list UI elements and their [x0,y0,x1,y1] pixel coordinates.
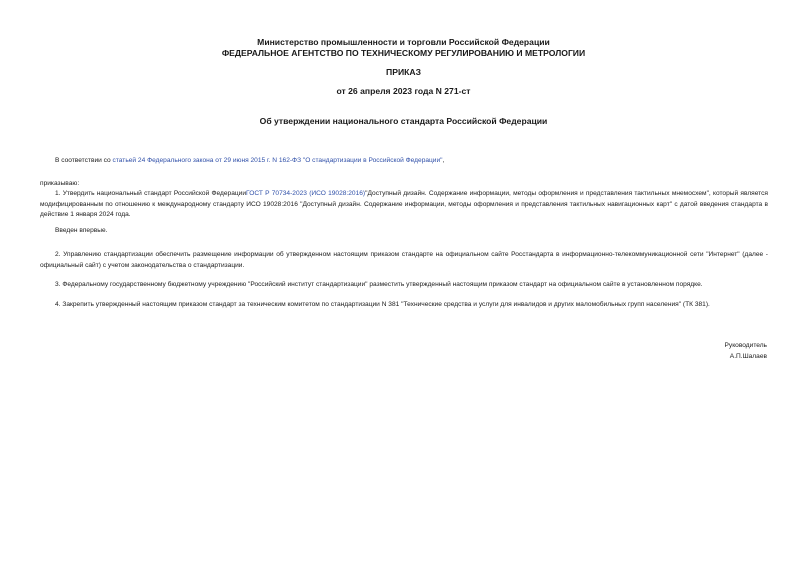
agency-heading: ФЕДЕРАЛЬНОЕ АГЕНТСТВО ПО ТЕХНИЧЕСКОМУ РЕГУЛИРОВАНИЮ И МЕТРОЛОГИИ [221,48,586,58]
federal-law-link[interactable]: статьей 24 Федерального закона от 29 июня 2015 г. N 162-ФЗ "О стандартизации в Российской Федерации" [112,157,443,164]
signatory-role: Руководитель [724,342,767,349]
basis-paragraph [40,156,768,167]
basis-prefix: В соответствии со [55,157,113,164]
item-1-paragraph [40,189,768,221]
gost-standard-link[interactable]: ГОСТ Р 70734-2023 (ИСО 19028:2016) [246,190,366,197]
subject-heading: Об утверждении национального стандарта Российской Федерации [259,116,548,126]
item-1-prefix: 1. Утвердить национальный стандарт Российской Федерации [55,190,247,197]
signatory-name: А.П.Шалаев [729,353,767,360]
date-number-heading: от 26 апреля 2023 года N 271-ст [336,86,471,96]
ministry-heading: Министерство промышленности и торговли Российской Федерации [257,37,550,47]
item-2-paragraph: 2. Управлению стандартизации обеспечить размещение информации об утвержденном настоящим приказом стандарте на официальном сайте Росстандарта в информационно-телекоммуникационной сети "Интернет" (далее - официальный сайт) с учетом законодательства о стандартизации. [40,251,768,269]
basis-suffix: , [442,157,445,164]
item-4-paragraph: 4. Закрепить утвержденный настоящим приказом стандарт за техническим комитетом по стандартизации N 381 "Технические средства и услуги для инвалидов и других маломобильных групп населения" (ТК 381). [55,301,710,308]
intro-note: Введен впервые. [55,227,108,234]
item-1-suffix: "Доступный дизайн. Содержание информации, методы оформления и представления тактильных мнемосхем", который является модифицированным по отношению к международному стандарту ИСО 19028:2016 "Доступный дизайн. Содержание информации, методы оформления и представления тактильных навигационных карт" с датой введения стандарта в действие 1 января 2024 года. [40,190,768,218]
item-3-paragraph: 3. Федеральному государственному бюджетному учреждению "Российский институт стандартизации" разместить утвержденный настоящим приказом стандарт на официальном сайте в установленном порядке. [55,281,703,288]
document-type-heading: ПРИКАЗ [386,67,421,77]
orders-label: приказываю: [40,180,80,187]
